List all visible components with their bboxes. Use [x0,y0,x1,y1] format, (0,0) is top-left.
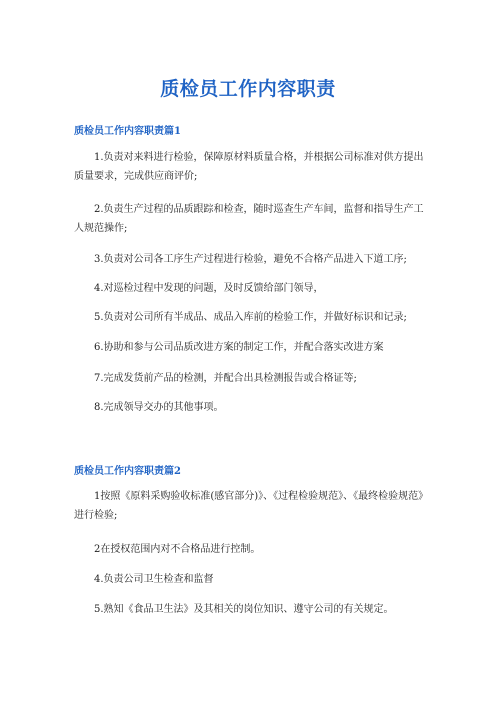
section-2-paragraph-2: 2在授权范围内对不合格品进行控制。 [94,544,261,555]
section-heading-1: 质检员工作内容职责篇1 [74,126,181,137]
section-1-paragraph-1: 1.负责对来料进行检验，保障原材料质量合格，并根据公司标准对供方提出质量要求，完成供应商评价; [74,152,424,182]
section-2-paragraph-1: 1按照《原料采购验收标准(感官部分)》、《过程检验规范》、《最终检验规范》进行检验; [74,491,424,521]
section-1-paragraph-6: 6.协助和参与公司品质改进方案的制定工作，并配合落实改进方案 [94,342,384,353]
section-1-paragraph-3: 3.负责对公司各工序生产过程进行检验，避免不合格产品进入下道工序; [94,254,407,265]
section-1-paragraph-5: 5.负责对公司所有半成品、成品入库前的检验工作，并做好标识和记录; [94,312,407,323]
section-1-paragraph-2: 2.负责生产过程的品质跟踪和检查，随时巡查生产车间，监督和指导生产工人规范操作; [74,204,424,234]
section-1-paragraph-4: 4.对巡检过程中发现的问题，及时反馈给部门领导， [94,283,324,294]
section-1-paragraph-8: 8.完成领导交办的其他事项。 [94,402,224,413]
document-title: 质检员工作内容职责 [160,78,336,100]
section-2-paragraph-3: 4.负责公司卫生检查和监督 [94,574,214,585]
section-2-paragraph-4: 5.熟知《食品卫生法》及其相关的岗位知识、遵守公司的有关规定。 [94,604,394,615]
section-heading-2: 质检员工作内容职责篇2 [74,466,181,477]
section-1-paragraph-7: 7.完成发货前产品的检测，并配合出具检测报告或合格证等; [94,373,357,384]
